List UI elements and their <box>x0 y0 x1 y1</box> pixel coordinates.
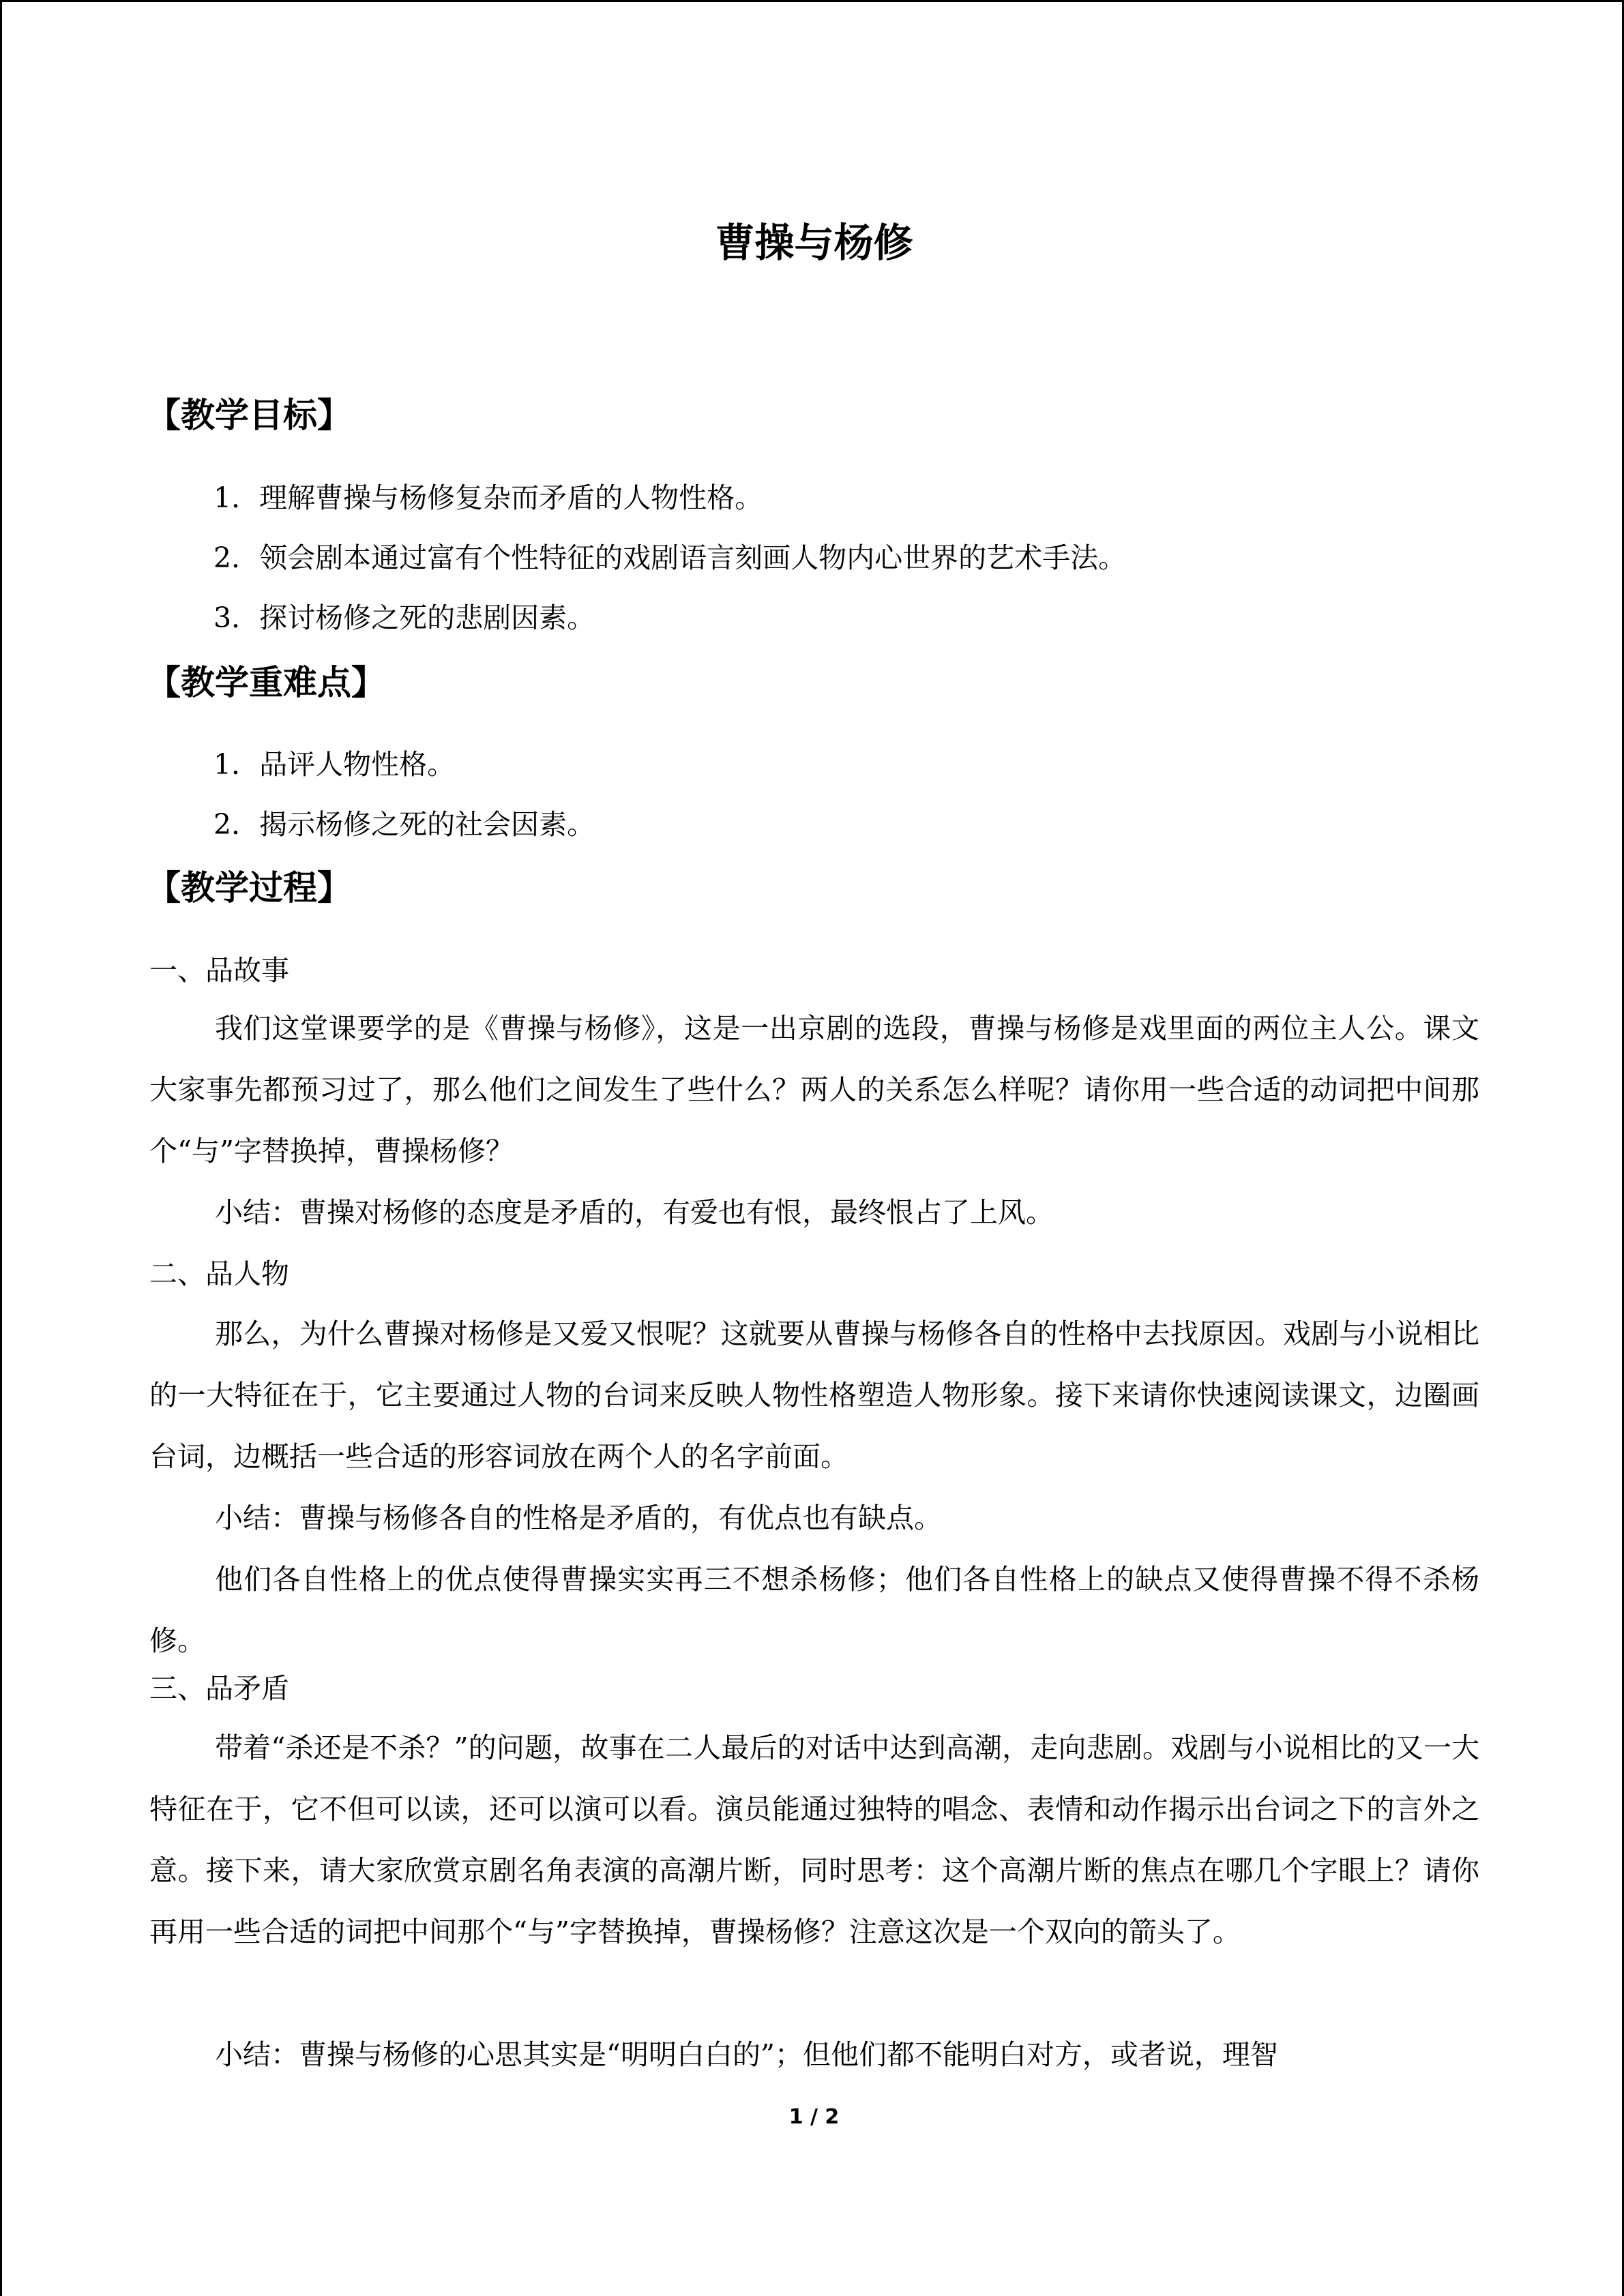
part-heading-conflict: 三、品矛盾 <box>149 1672 289 1705</box>
goal-item: 1．理解曹操与杨修复杂而矛盾的人物性格。 <box>213 481 763 514</box>
goal-item: 2．领会剧本通过富有个性特征的戏剧语言刻画人物内心世界的艺术手法。 <box>213 541 1127 574</box>
section-heading-key-points: 【教学重难点】 <box>147 663 385 702</box>
key-point-item: 2．揭示杨修之死的社会因素。 <box>213 808 595 841</box>
document-title: 曹操与杨修 <box>715 220 913 266</box>
paragraph: 带着“杀还是不杀？”的问题，故事在二人最后的对话中达到高潮，走向悲剧。戏剧与小说相比的又一大特征在于，它不但可以读，还可以演可以看。演员能通过独特的唱念、表情和动作揭示出台词之下的言外之意。接下来，请大家欣赏京剧名角表演的高潮片断，同时思考：这个高潮片断的焦点在哪几个字眼上？请你再用一些合适的词把中间那个“与”字替换掉，曹操杨修？注意这次是一个双向的箭头了。 <box>149 1731 1479 1948</box>
paragraph: 那么，为什么曹操对杨修是又爱又恨呢？这就要从曹操与杨修各自的性格中去找原因。戏剧与小说相比的一大特征在于，它主要通过人物的台词来反映人物性格塑造人物形象。接下来请你快速阅读课文，边圈画台词，边概括一些合适的形容词放在两个人的名字前面。 <box>149 1317 1479 1473</box>
page-number: 1 / 2 <box>788 2105 840 2129</box>
key-point-item: 1．品评人物性格。 <box>213 748 456 781</box>
section-heading-process: 【教学过程】 <box>147 868 351 908</box>
paragraph: 小结：曹操与杨修的心思其实是“明明白白的”；但他们都不能明白对方，或者说，理智 <box>215 2038 1278 2071</box>
paragraph: 小结：曹操对杨修的态度是矛盾的，有爱也有恨，最终恨占了上风。 <box>215 1196 1054 1229</box>
part-heading-characters: 二、品人物 <box>149 1257 289 1290</box>
paragraph: 我们这堂课要学的是《曹操与杨修》，这是一出京剧的选段，曹操与杨修是戏里面的两位主人公。课文大家事先都预习过了，那么他们之间发生了些什么？两人的关系怎么样呢？请你用一些合适的动词把中间那个“与”字替换掉，曹操杨修？ <box>149 1012 1479 1167</box>
paragraph: 小结：曹操与杨修各自的性格是矛盾的，有优点也有缺点。 <box>215 1502 942 1534</box>
paragraph: 他们各自性格上的优点使得曹操实实再三不想杀杨修；他们各自性格上的缺点又使得曹操不得不杀杨修。 <box>149 1563 1479 1657</box>
part-heading-story: 一、品故事 <box>149 954 289 987</box>
section-heading-goals: 【教学目标】 <box>147 396 351 435</box>
goal-item: 3．探讨杨修之死的悲剧因素。 <box>213 601 595 634</box>
